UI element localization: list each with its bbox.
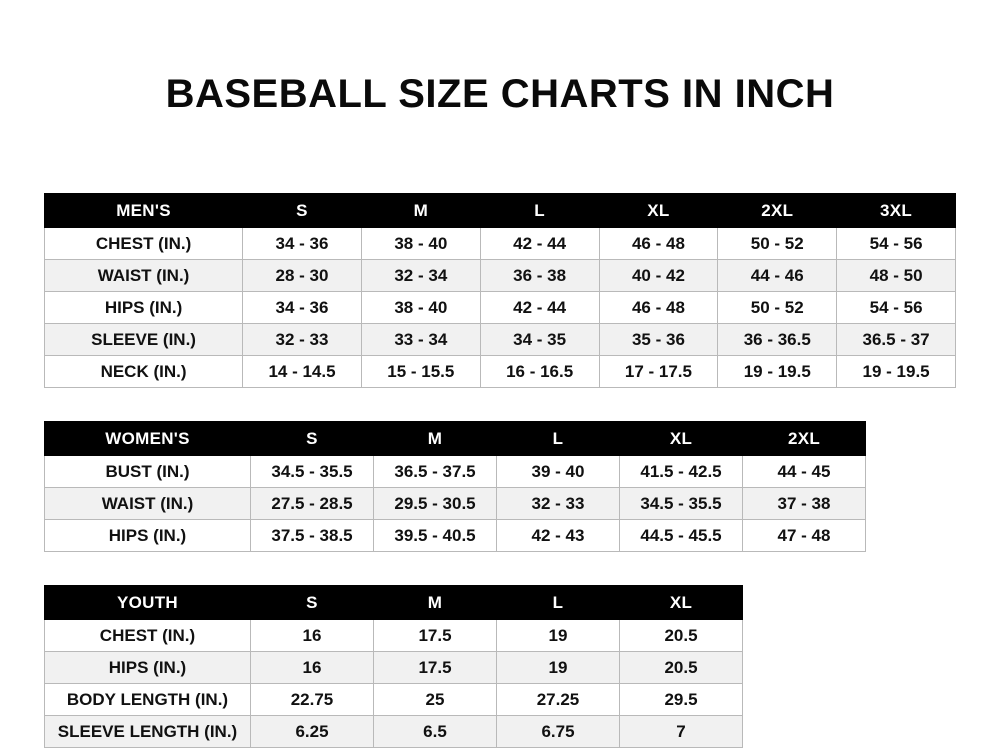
cell: 27.25 (497, 684, 620, 716)
mens-size-table (44, 193, 956, 388)
mens-header-s: S (243, 194, 362, 228)
table-row (45, 716, 743, 748)
size-tables-container (0, 193, 1000, 748)
cell: 19 (497, 652, 620, 684)
table-header-row (45, 586, 743, 620)
cell: 44 - 46 (718, 260, 837, 292)
cell: 32 - 33 (243, 324, 362, 356)
table-row (45, 324, 956, 356)
cell: 15 - 15.5 (361, 356, 480, 388)
row-label: HIPS (IN.) (45, 520, 251, 552)
row-label: WAIST (IN.) (45, 260, 243, 292)
cell: 34 - 36 (243, 228, 362, 260)
cell: 46 - 48 (599, 228, 718, 260)
table-row (45, 488, 866, 520)
row-label: BODY LENGTH (IN.) (45, 684, 251, 716)
cell: 19 - 19.5 (837, 356, 956, 388)
row-label: CHEST (IN.) (45, 620, 251, 652)
row-label: NECK (IN.) (45, 356, 243, 388)
cell: 46 - 48 (599, 292, 718, 324)
table-row (45, 620, 743, 652)
cell: 38 - 40 (361, 228, 480, 260)
cell: 6.25 (251, 716, 374, 748)
cell: 20.5 (620, 652, 743, 684)
cell: 36.5 - 37.5 (374, 456, 497, 488)
womens-table-header (45, 422, 866, 456)
womens-header-category: WOMEN'S (45, 422, 251, 456)
cell: 50 - 52 (718, 228, 837, 260)
womens-header-xl: XL (620, 422, 743, 456)
row-label: CHEST (IN.) (45, 228, 243, 260)
cell: 29.5 - 30.5 (374, 488, 497, 520)
row-label: BUST (IN.) (45, 456, 251, 488)
cell: 36 - 36.5 (718, 324, 837, 356)
womens-table-body (45, 456, 866, 552)
youth-table-header (45, 586, 743, 620)
cell: 7 (620, 716, 743, 748)
cell: 37.5 - 38.5 (251, 520, 374, 552)
cell: 16 - 16.5 (480, 356, 599, 388)
cell: 39.5 - 40.5 (374, 520, 497, 552)
cell: 16 (251, 620, 374, 652)
cell: 48 - 50 (837, 260, 956, 292)
cell: 22.75 (251, 684, 374, 716)
cell: 34 - 36 (243, 292, 362, 324)
cell: 32 - 33 (497, 488, 620, 520)
cell: 40 - 42 (599, 260, 718, 292)
womens-header-m: M (374, 422, 497, 456)
cell: 35 - 36 (599, 324, 718, 356)
youth-header-category: YOUTH (45, 586, 251, 620)
row-label: SLEEVE (IN.) (45, 324, 243, 356)
cell: 42 - 44 (480, 292, 599, 324)
cell: 33 - 34 (361, 324, 480, 356)
cell: 34.5 - 35.5 (251, 456, 374, 488)
cell: 36.5 - 37 (837, 324, 956, 356)
cell: 29.5 (620, 684, 743, 716)
mens-header-3xl: 3XL (837, 194, 956, 228)
cell: 28 - 30 (243, 260, 362, 292)
cell: 37 - 38 (743, 488, 866, 520)
cell: 42 - 43 (497, 520, 620, 552)
womens-size-table (44, 421, 866, 552)
cell: 34.5 - 35.5 (620, 488, 743, 520)
youth-table-body (45, 620, 743, 748)
table-row (45, 520, 866, 552)
mens-header-l: L (480, 194, 599, 228)
womens-header-2xl: 2XL (743, 422, 866, 456)
cell: 54 - 56 (837, 228, 956, 260)
mens-header-xl: XL (599, 194, 718, 228)
table-row (45, 684, 743, 716)
table-header-row (45, 194, 956, 228)
cell: 6.5 (374, 716, 497, 748)
row-label: SLEEVE LENGTH (IN.) (45, 716, 251, 748)
youth-header-s: S (251, 586, 374, 620)
mens-header-m: M (361, 194, 480, 228)
cell: 41.5 - 42.5 (620, 456, 743, 488)
womens-header-s: S (251, 422, 374, 456)
youth-header-l: L (497, 586, 620, 620)
table-row (45, 228, 956, 260)
cell: 17 - 17.5 (599, 356, 718, 388)
table-row (45, 456, 866, 488)
womens-header-l: L (497, 422, 620, 456)
mens-table-body (45, 228, 956, 388)
cell: 36 - 38 (480, 260, 599, 292)
cell: 39 - 40 (497, 456, 620, 488)
cell: 54 - 56 (837, 292, 956, 324)
cell: 6.75 (497, 716, 620, 748)
cell: 17.5 (374, 620, 497, 652)
cell: 47 - 48 (743, 520, 866, 552)
cell: 32 - 34 (361, 260, 480, 292)
cell: 19 (497, 620, 620, 652)
cell: 16 (251, 652, 374, 684)
mens-header-2xl: 2XL (718, 194, 837, 228)
cell: 44 - 45 (743, 456, 866, 488)
row-label: HIPS (IN.) (45, 652, 251, 684)
row-label: WAIST (IN.) (45, 488, 251, 520)
mens-table-header (45, 194, 956, 228)
cell: 34 - 35 (480, 324, 599, 356)
youth-header-m: M (374, 586, 497, 620)
cell: 42 - 44 (480, 228, 599, 260)
cell: 14 - 14.5 (243, 356, 362, 388)
cell: 38 - 40 (361, 292, 480, 324)
cell: 50 - 52 (718, 292, 837, 324)
youth-header-xl: XL (620, 586, 743, 620)
cell: 20.5 (620, 620, 743, 652)
table-row (45, 260, 956, 292)
youth-size-table (44, 585, 743, 748)
cell: 17.5 (374, 652, 497, 684)
table-row (45, 292, 956, 324)
cell: 44.5 - 45.5 (620, 520, 743, 552)
table-row (45, 652, 743, 684)
row-label: HIPS (IN.) (45, 292, 243, 324)
mens-header-category: MEN'S (45, 194, 243, 228)
table-row (45, 356, 956, 388)
table-header-row (45, 422, 866, 456)
page-title: BASEBALL SIZE CHARTS IN INCH (165, 72, 835, 116)
cell: 19 - 19.5 (718, 356, 837, 388)
cell: 25 (374, 684, 497, 716)
cell: 27.5 - 28.5 (251, 488, 374, 520)
